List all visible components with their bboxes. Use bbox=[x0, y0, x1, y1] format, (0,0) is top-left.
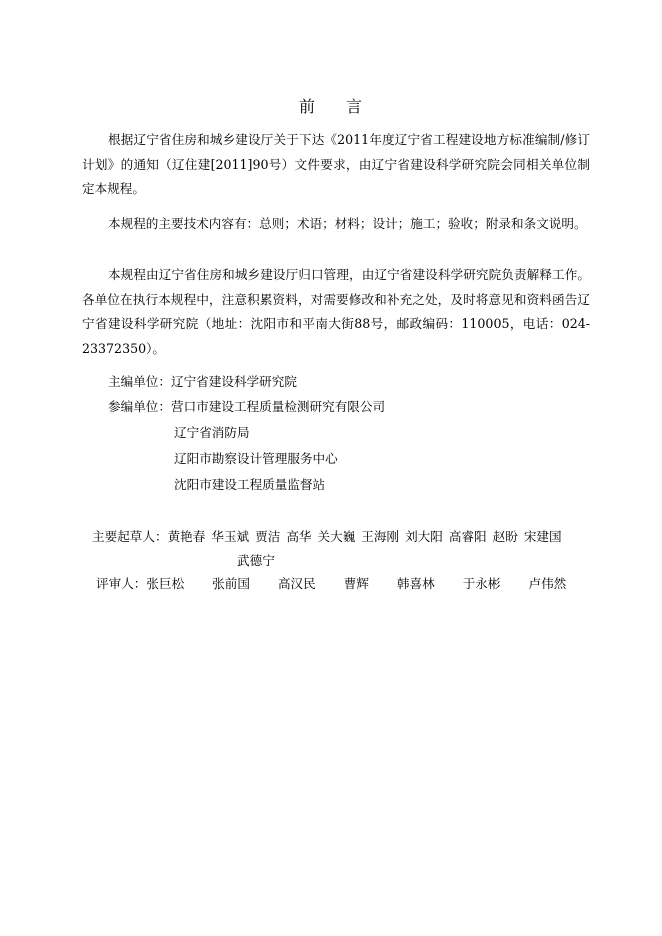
drafter-name: 王海刚 bbox=[361, 529, 400, 544]
chief-unit-label: 主编单位： bbox=[108, 374, 171, 389]
page-title bbox=[0, 94, 662, 117]
participating-unit-3: 辽阳市勘察设计管理服务中心 bbox=[174, 451, 338, 466]
reviewers-label: 评审人： bbox=[96, 576, 147, 591]
drafter-name: 黄艳春 bbox=[167, 529, 206, 544]
reviewer-name: 曹辉 bbox=[343, 576, 369, 591]
drafter-name: 高华 bbox=[286, 529, 312, 544]
drafter-name: 刘大阳 bbox=[405, 529, 443, 544]
drafter-name: 关大巍 bbox=[317, 529, 356, 544]
paragraph-content: 本规程的主要技术内容有：总则；术语；材料；设计；施工；验收；附录和条文说明。 bbox=[108, 216, 587, 231]
chief-unit bbox=[108, 370, 297, 394]
reviewer-name: 张前国 bbox=[212, 576, 250, 591]
participating-unit-2: 辽宁省消防局 bbox=[174, 425, 250, 440]
drafters-list bbox=[92, 525, 596, 573]
chief-unit-name: 辽宁省建设科学研究院 bbox=[170, 374, 297, 389]
reviewer-name: 高汉民 bbox=[277, 576, 316, 591]
reviewer-name: 张巨松 bbox=[146, 576, 185, 591]
reviewers-list bbox=[96, 572, 566, 596]
drafter-name: 高睿阳 bbox=[448, 529, 487, 544]
drafter-name: 赵盼 bbox=[492, 529, 518, 544]
reviewer-name: 卢伟然 bbox=[528, 576, 567, 591]
participating-unit-1: 营口市建设工程质量检测研究有限公司 bbox=[170, 399, 386, 414]
title-char-1: 前 bbox=[298, 97, 316, 116]
drafter-name: 宋建国 bbox=[523, 529, 562, 544]
drafter-name: 华玉斌 bbox=[211, 529, 250, 544]
paragraph-management: 本规程由辽宁省住房和城乡建设厅归口管理，由辽宁省建设科学研究院负责解释工作。各单位在执行本规程中，注意积累资料，对需要修改和补充之处，及时将意见和资料函告辽宁省建设科学研究院（地址：沈阳市和平南大街88号，邮政编码：110005，电话：024-23372350）。 bbox=[82, 267, 590, 356]
reviewer-name: 于永彬 bbox=[462, 576, 501, 591]
participating-unit-4: 沈阳市建设工程质量监督站 bbox=[174, 477, 326, 492]
drafter-name: 贾洁 bbox=[255, 529, 281, 544]
participating-units-label: 参编单位： bbox=[108, 399, 171, 414]
paragraph-background: 根据辽宁省住房和城乡建设厅关于下达《2011年度辽宁省工程建设地方标准编制/修订计划》的通知（辽住建[2011]90号）文件要求，由辽宁省建设科学研究院会同相关单位制定本规程。 bbox=[82, 132, 590, 196]
participating-units bbox=[108, 395, 385, 419]
drafter-name-last: 武德宁 bbox=[237, 553, 275, 568]
drafters-label: 主要起草人： bbox=[92, 529, 168, 544]
reviewer-name: 韩喜林 bbox=[396, 576, 435, 591]
title-char-2: 言 bbox=[346, 97, 364, 116]
